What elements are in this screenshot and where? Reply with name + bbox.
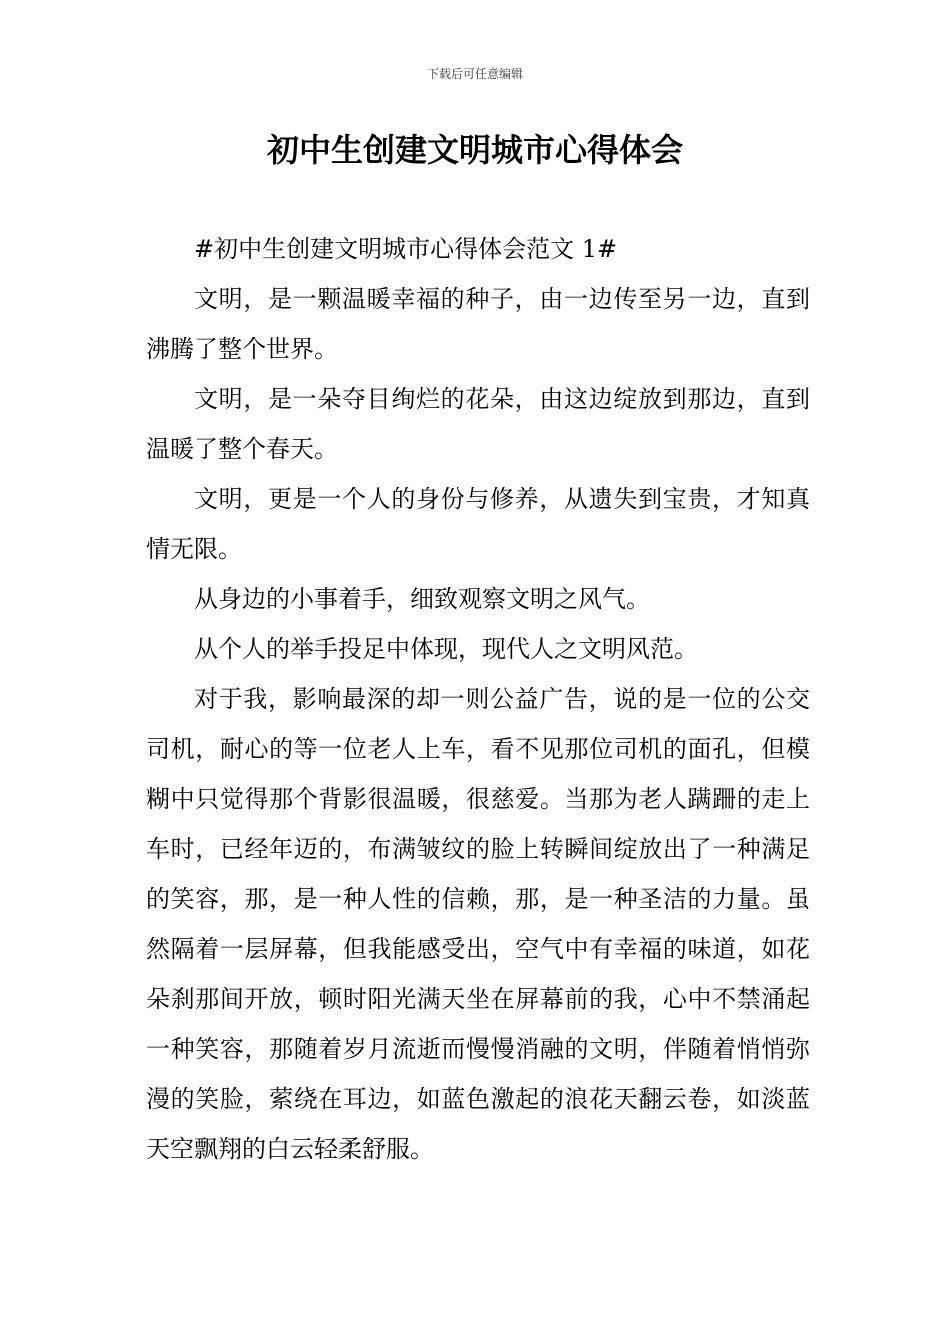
paragraph-subtitle: #初中生创建文明城市心得体会范文 1#	[194, 235, 618, 263]
paragraph: 文明，更是一个人的身份与修养，从遗失到宝贵，才知真情无限。	[146, 485, 810, 563]
paragraph: 文明，是一朵夺目绚烂的花朵，由这边绽放到那边，直到温暖了整个春天。	[146, 385, 810, 463]
header-note: 下载后可任意编辑	[426, 67, 523, 81]
document-body	[146, 224, 810, 1174]
paragraph: 从个人的举手投足中体现，现代人之文明风范。	[194, 635, 698, 663]
paragraph: 对于我，影响最深的却一则公益广告，说的是一位的公交司机，耐心的等一位老人上车，看不见那位司机的面孔，但模糊中只觉得那个背影很温暖，很慈爱。当那为老人蹒跚的走上车时，已经年迈的，布满皱纹的脸上转瞬间绽放出了一种满足的笑容，那，是一种人性的信赖，那，是一种圣洁的力量。虽然隔着一层屏幕，但我能感受出，空气中有幸福的味道，如花朵刹那间开放，顿时阳光满天坐在屏幕前的我，心中不禁涌起一种笑容，那随着岁月流逝而慢慢消融的文明，伴随着悄悄弥漫的笑脸，萦绕在耳边，如蓝色激起的浪花天翻云卷，如淡蓝天空飘翔的白云轻柔舒服。	[146, 685, 810, 1163]
document-title: 初中生创建文明城市心得体会	[266, 131, 683, 169]
paragraph: 文明，是一颗温暖幸福的种子，由一边传至另一边，直到沸腾了整个世界。	[146, 285, 810, 363]
paragraph: 从身边的小事着手，细致观察文明之风气。	[194, 585, 650, 613]
